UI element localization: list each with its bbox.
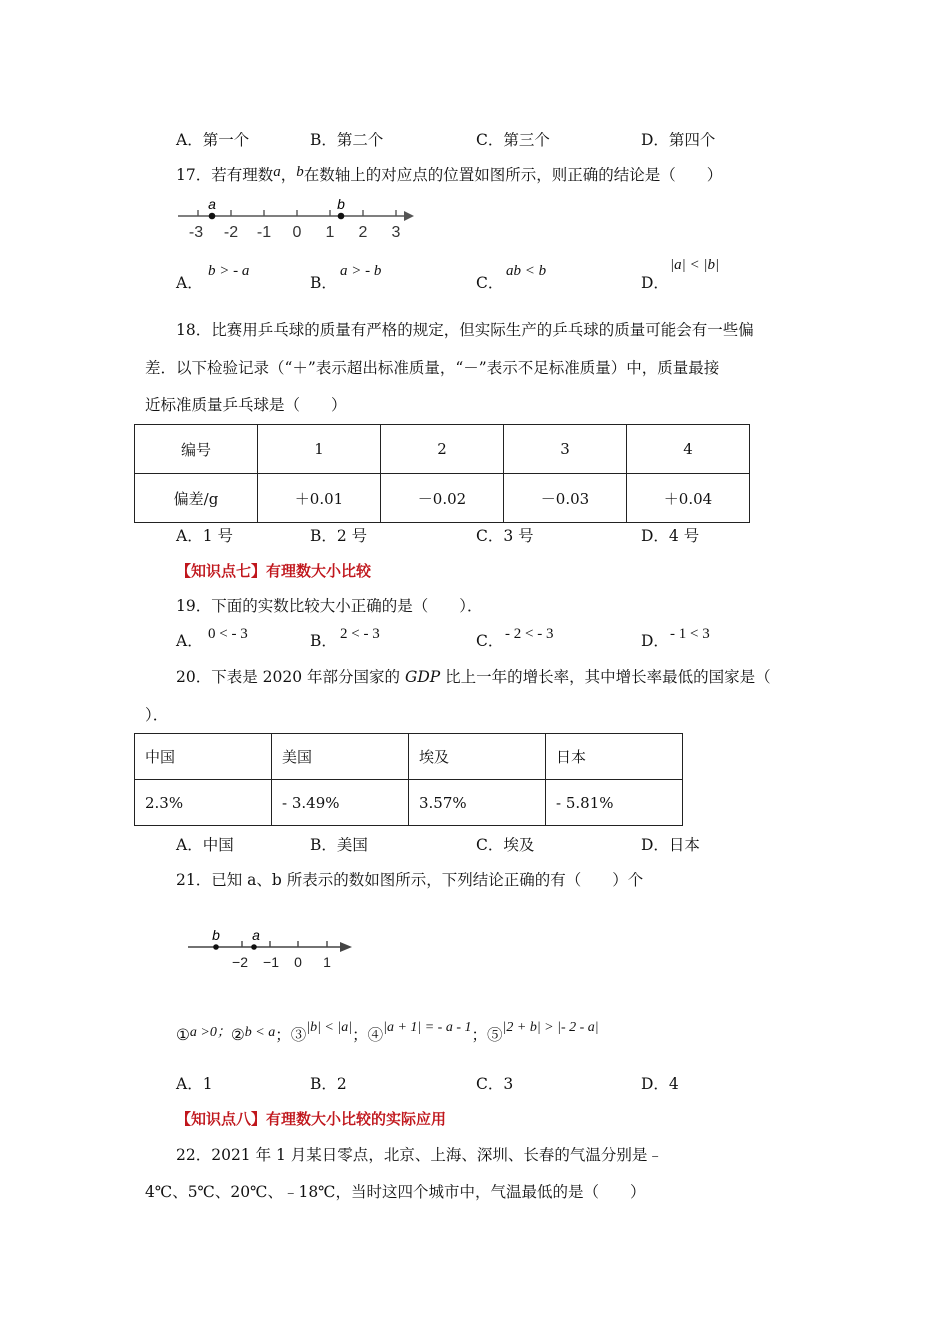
table-cell: 4 — [627, 425, 750, 474]
option-a: A．1 号 — [176, 527, 233, 545]
tick-label: 0 — [294, 954, 302, 970]
table-cell: 日本 — [546, 734, 683, 780]
question-number: 17． — [176, 166, 212, 184]
table-cell: 美国 — [272, 734, 409, 780]
q17-comma: ， — [280, 166, 297, 184]
point-a — [209, 213, 216, 220]
q20-stem-prefix: 20．下表是 2020 年部分国家的 — [176, 668, 405, 686]
table-cell: 2.3% — [135, 780, 272, 826]
option-b: B． — [310, 274, 337, 292]
var-a: a — [273, 164, 281, 180]
option-b: B．第二个 — [310, 131, 384, 149]
q21-stem: 21．已知 a、b 所表示的数如图所示，下列结论正确的有（ ）个 — [176, 871, 644, 889]
option-c-math: - 2 < - 3 — [505, 626, 554, 642]
option-d-math: - 1 < 3 — [670, 626, 710, 642]
q17-stem-suffix: 在数轴上的对应点的位置如图所示，则正确的结论是（ ） — [303, 166, 723, 184]
q18-line-3: 近标准质量乒乓球是（ ） — [145, 396, 347, 414]
tick-label: -2 — [223, 224, 239, 240]
option-d: D． — [641, 274, 669, 292]
option-c: C．3 — [476, 1075, 514, 1093]
table-cell: ＋0.01 — [258, 474, 381, 523]
tick-label: 3 — [391, 224, 401, 240]
option-b: B．2 号 — [310, 527, 368, 545]
table-cell: －0.03 — [504, 474, 627, 523]
option-d: D．日本 — [641, 836, 700, 854]
option-d: D．4 — [641, 1075, 679, 1093]
q17-stem-prefix: 若有理数 — [211, 166, 274, 184]
option-c-math: ab < b — [506, 263, 547, 279]
point-b — [338, 213, 345, 220]
q20-line-2: ）． — [145, 706, 169, 724]
q22-line-1: 22．2021 年 1 月某日零点，北京、上海、深圳、长春的气温分别是﹣ — [176, 1146, 663, 1164]
point-label-b: b — [212, 927, 220, 943]
option-b-math: a > - b — [340, 263, 382, 279]
table-cell: 偏差/g — [135, 474, 258, 523]
statement-marker: ② — [230, 1026, 245, 1044]
section-heading: 【知识点七】有理数大小比较 — [176, 562, 372, 580]
q17-number-line — [170, 195, 420, 240]
table-cell: 2 — [381, 425, 504, 474]
option-d: D．4 号 — [641, 527, 700, 545]
q17-stem — [176, 163, 722, 185]
option-d-math: |a| < |b| — [670, 257, 720, 273]
statement-marker: ；④ — [352, 1026, 384, 1044]
tick-label: 1 — [323, 954, 331, 970]
table-cell: 3 — [504, 425, 627, 474]
point-a — [251, 944, 257, 950]
option-a: A． — [176, 632, 203, 650]
option-b: B．2 — [310, 1075, 347, 1093]
tick-label: -1 — [256, 224, 272, 240]
option-c: C．埃及 — [476, 836, 535, 854]
option-c: C． — [476, 274, 504, 292]
option-a: A．1 — [176, 1075, 213, 1093]
statement-1: a >0； — [189, 1025, 231, 1040]
option-a: A．第一个 — [176, 131, 250, 149]
statement-4: |a + 1| = - a - 1 — [383, 1020, 472, 1035]
option-b-math: 2 < - 3 — [340, 626, 380, 642]
table-cell: 中国 — [135, 734, 272, 780]
q18-table — [134, 424, 750, 523]
option-d: D． — [641, 632, 669, 650]
statement-3: |b| < |a| — [306, 1020, 353, 1035]
q20-stem-suffix: 比上一年的增长率，其中增长率最低的国家是（ — [440, 668, 771, 686]
option-c: C．3 号 — [476, 527, 534, 545]
tick-label: −2 — [232, 954, 248, 970]
statement-marker: ① — [176, 1026, 190, 1044]
option-b: B． — [310, 632, 337, 650]
option-a-math: b > - a — [208, 263, 250, 279]
point-label-b: b — [337, 196, 345, 212]
q21-number-line — [182, 925, 362, 970]
point-label-a: a — [208, 196, 216, 212]
tick-label: 1 — [325, 224, 335, 240]
q20-table — [134, 733, 683, 826]
gdp-term: GDP — [404, 668, 441, 686]
q21-statements — [176, 1020, 599, 1045]
q19-stem: 19．下面的实数比较大小正确的是（ ）． — [176, 597, 483, 615]
table-cell: 编号 — [135, 425, 258, 474]
q18-line-1: 18．比赛用乒乓球的质量有严格的规定，但实际生产的乒乓球的质量可能会有一些偏 — [176, 321, 754, 339]
table-cell: 1 — [258, 425, 381, 474]
tick-label: -3 — [188, 224, 204, 240]
statement-2: b < a — [244, 1025, 276, 1040]
option-a: A． — [176, 274, 203, 292]
section-heading: 【知识点八】有理数大小比较的实际应用 — [176, 1110, 447, 1128]
statement-marker: ；⑤ — [471, 1026, 503, 1044]
var-b: b — [296, 164, 304, 180]
q18-line-2: 差．以下检验记录（“＋”表示超出标准质量，“－”表示不足标准质量）中，质量最接 — [145, 359, 720, 377]
option-d: D．第四个 — [641, 131, 716, 149]
table-cell: 埃及 — [409, 734, 546, 780]
tick-label: 0 — [292, 224, 302, 240]
table-cell: - 5.81% — [546, 780, 683, 826]
option-a-math: 0 < - 3 — [208, 626, 248, 642]
statement-marker: ；③ — [275, 1026, 307, 1044]
point-b — [213, 944, 219, 950]
table-cell: －0.02 — [381, 474, 504, 523]
option-c: C．第三个 — [476, 131, 550, 149]
option-a: A．中国 — [176, 836, 234, 854]
table-cell: - 3.49% — [272, 780, 409, 826]
table-cell: ＋0.04 — [627, 474, 750, 523]
tick-label: 2 — [358, 224, 368, 240]
q20-stem — [176, 665, 771, 687]
statement-5: |2 + b| > |- 2 - a| — [502, 1020, 599, 1035]
point-label-a: a — [252, 927, 260, 943]
option-b: B．美国 — [310, 836, 368, 854]
option-c: C． — [476, 632, 504, 650]
tick-label: −1 — [263, 954, 279, 970]
table-cell: 3.57% — [409, 780, 546, 826]
q22-line-2: 4℃、5℃、20℃、﹣18℃，当时这四个城市中，气温最低的是（ ） — [145, 1183, 646, 1201]
